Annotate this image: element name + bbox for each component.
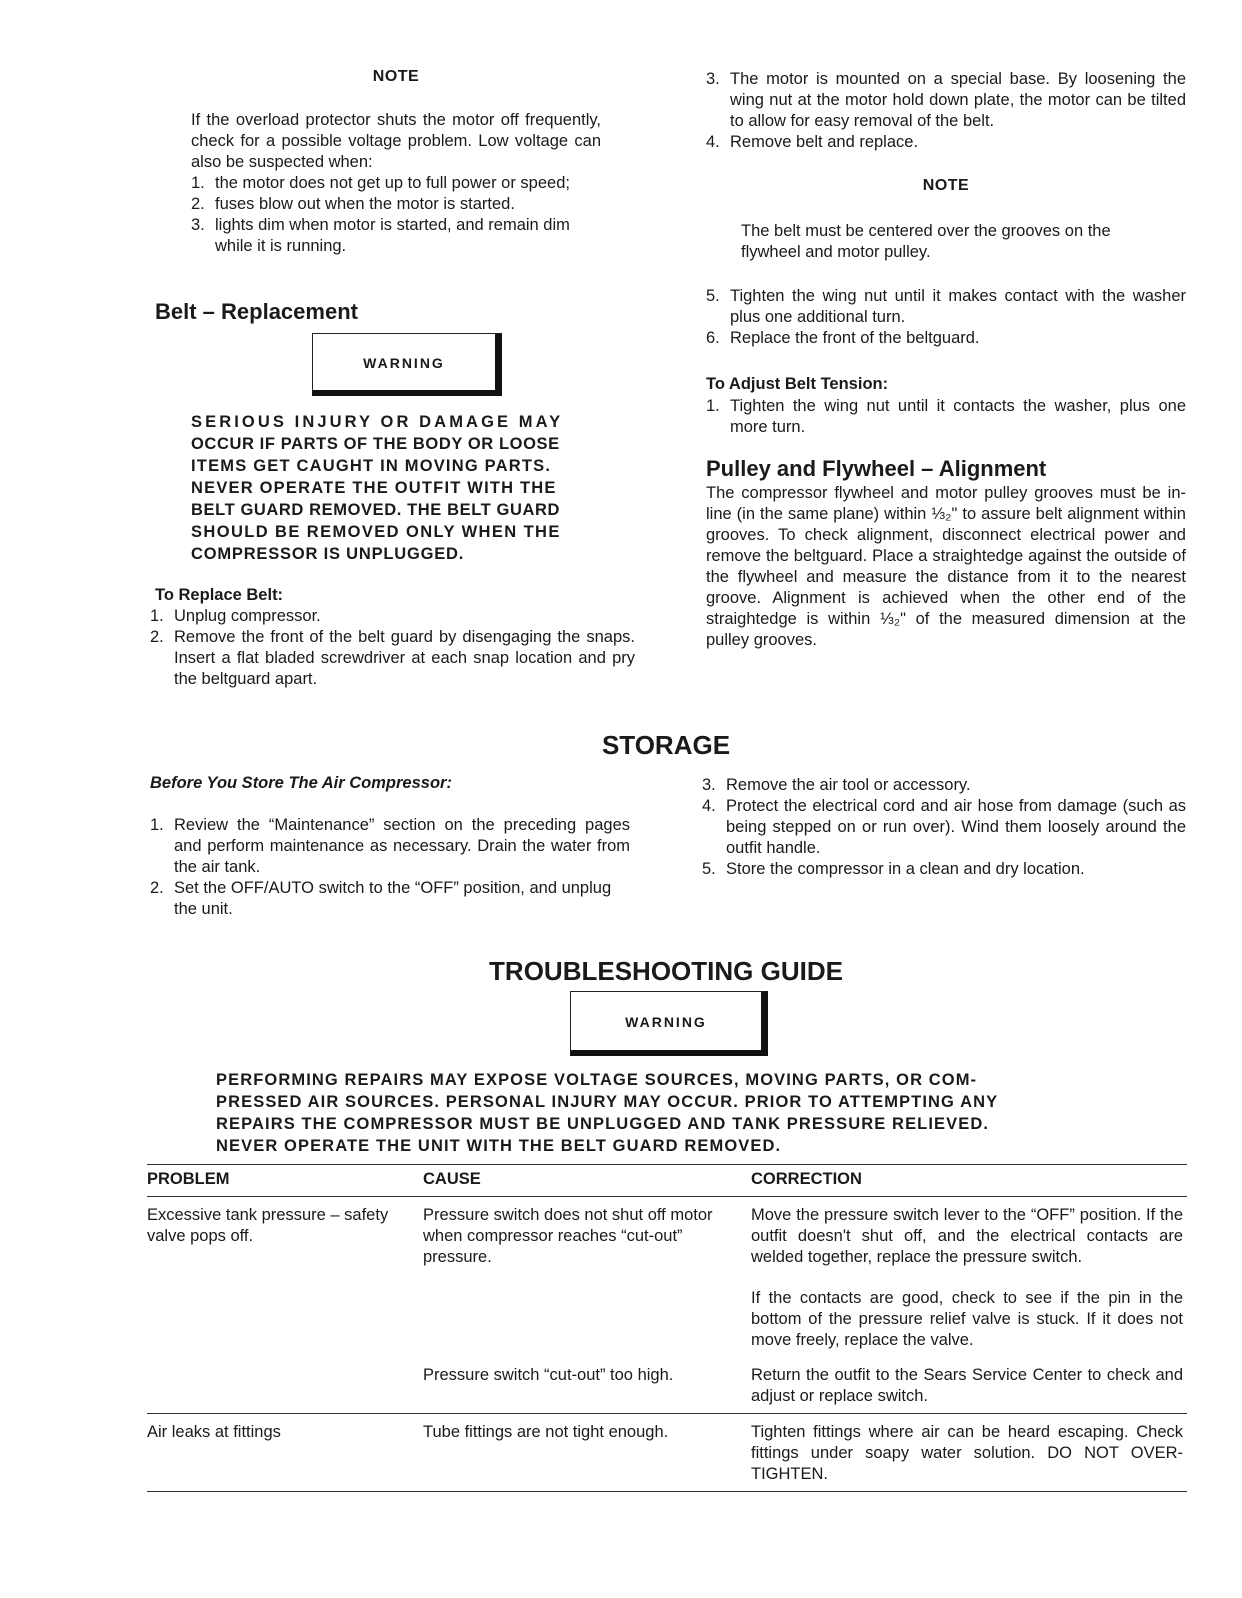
warning-box-belt bbox=[312, 333, 502, 396]
list-item: 5. Store the compressor in a clean and dry location. bbox=[702, 860, 1085, 878]
list-item: 2. fuses blow out when the motor is started. bbox=[191, 195, 515, 213]
warning-line: PRESSED AIR SOURCES. PERSONAL INJURY MAY OCCUR. PRIOR TO ATTEMPTING ANY bbox=[216, 1093, 999, 1111]
warning-line: NEVER OPERATE THE OUTFIT WITH THE bbox=[191, 479, 557, 497]
correction-text: Move the pressure switch lever to the “OFF” position. If the outfit doesn't shut off, and the electrical contacts are welded together, replace the pressure switch. bbox=[751, 1206, 1183, 1266]
overload-note-intro: If the overload protector shuts the motor off frequently, check for a possible voltage problem. Low voltage can also be suspected when: bbox=[191, 111, 601, 171]
problem-cell bbox=[147, 1357, 423, 1414]
warning-line: ITEMS GET CAUGHT IN MOVING PARTS. bbox=[191, 457, 552, 475]
belt-steps-5-6 bbox=[706, 286, 1186, 349]
list-item: 3. The motor is mounted on a special base. By loosening the wing nut at the motor hold down plate, the motor can be tilted to allow for easy removal of the belt. bbox=[706, 70, 1186, 130]
table-row bbox=[147, 1197, 1187, 1358]
list-item: 1. Tighten the wing nut until it contacts the washer, plus one more turn. bbox=[706, 397, 1186, 436]
warning-line: REPAIRS THE COMPRESSOR MUST BE UNPLUGGED AND TANK PRESSURE RELIEVED. bbox=[216, 1115, 990, 1133]
list-item: 4. Protect the electrical cord and air hose from damage (such as being stepped on or run over). Wind them loosely around the outfit handle. bbox=[702, 797, 1186, 857]
problem-cell: Excessive tank pressure – safety valve pops off. bbox=[147, 1206, 389, 1245]
correction-cell bbox=[751, 1197, 1187, 1358]
replace-belt-steps bbox=[150, 606, 635, 690]
column-header-cause: CAUSE bbox=[423, 1165, 751, 1197]
table-header-row bbox=[147, 1165, 1187, 1197]
list-item: 5. Tighten the wing nut until it makes contact with the washer plus one additional turn. bbox=[706, 287, 1186, 326]
cause-cell: Tube fittings are not tight enough. bbox=[423, 1414, 751, 1492]
list-item: 2. Remove the front of the belt guard by disengaging the snaps. Insert a flat bladed screwdriver at each snap location and pry the beltguard apart. bbox=[150, 628, 635, 688]
warning-line: SERIOUS INJURY OR DAMAGE MAY bbox=[191, 413, 564, 431]
warning-label: WARNING bbox=[363, 355, 445, 371]
belt-replacement-heading: Belt – Replacement bbox=[155, 299, 358, 324]
correction-cell bbox=[751, 1357, 1187, 1414]
list-item: 2. Set the OFF/AUTO switch to the “OFF” position, and unplug the unit. bbox=[150, 879, 612, 918]
list-item: 3. Remove the air tool or accessory. bbox=[702, 776, 971, 794]
warning-line: BELT GUARD REMOVED. THE BELT GUARD bbox=[191, 501, 561, 519]
note-title-overload: NOTE bbox=[372, 68, 420, 85]
belt-note-text: The belt must be centered over the grooves on the flywheel and motor pulley. bbox=[741, 222, 1111, 261]
warning-text-troubleshooting bbox=[216, 1069, 1146, 1157]
replace-belt-heading: To Replace Belt: bbox=[155, 586, 284, 604]
warning-label: WARNING bbox=[625, 1014, 707, 1030]
troubleshooting-heading: TROUBLESHOOTING GUIDE bbox=[489, 956, 843, 986]
overload-note bbox=[191, 110, 601, 257]
warning-box-troubleshooting bbox=[570, 991, 768, 1056]
correction-cell bbox=[751, 1414, 1187, 1492]
list-item: 1. Unplug compressor. bbox=[150, 607, 321, 625]
table-row bbox=[147, 1357, 1187, 1414]
storage-heading: STORAGE bbox=[601, 730, 731, 760]
storage-subheading: Before You Store The Air Compressor: bbox=[150, 774, 452, 792]
adjust-tension-heading: To Adjust Belt Tension: bbox=[706, 375, 889, 393]
pulley-alignment-heading: Pulley and Flywheel – Alignment bbox=[706, 456, 1047, 481]
warning-line: COMPRESSOR IS UNPLUGGED. bbox=[191, 545, 465, 563]
note-title-belt: NOTE bbox=[922, 177, 970, 194]
column-header-correction: CORRECTION bbox=[751, 1165, 1187, 1197]
storage-steps-left bbox=[150, 815, 630, 920]
warning-line: OCCUR IF PARTS OF THE BODY OR LOOSE bbox=[191, 435, 560, 453]
troubleshooting-table bbox=[147, 1164, 1187, 1492]
list-item: 1. the motor does not get up to full power or speed; bbox=[191, 174, 570, 192]
overload-note-list bbox=[191, 173, 601, 257]
cause-cell: Pressure switch does not shut off motor when compressor reaches “cut-out” pressure. bbox=[423, 1206, 713, 1266]
adjust-tension-steps bbox=[706, 396, 1186, 438]
list-item: 1. Review the “Maintenance” section on the preceding pages and perform maintenance as necessary. Drain the water from the air tank. bbox=[150, 816, 630, 876]
problem-cell: Air leaks at fittings bbox=[147, 1414, 423, 1492]
warning-line: NEVER OPERATE THE UNIT WITH THE BELT GUARD REMOVED. bbox=[216, 1137, 782, 1155]
warning-line: PERFORMING REPAIRS MAY EXPOSE VOLTAGE SOURCES, MOVING PARTS, OR COM- bbox=[216, 1071, 978, 1089]
storage-steps-right bbox=[702, 775, 1186, 880]
cause-cell: Pressure switch “cut-out” too high. bbox=[423, 1366, 674, 1384]
warning-line: SHOULD BE REMOVED ONLY WHEN THE bbox=[191, 523, 561, 541]
list-item: 4. Remove belt and replace. bbox=[706, 133, 919, 151]
table-row bbox=[147, 1414, 1187, 1492]
pulley-alignment-text: The compressor flywheel and motor pulley grooves must be in-line (in the same plane) within ⅓₂" to assure belt alignment within grooves. To check alignment, disconnect electrical power and remove the beltguard. Place a straightedge against the outside of the flywheel and measure the distance from it to the nearest groove. Alignment is achieved when the other end of the straightedge is within ⅓₂" of the measured dimension at the pulley grooves. bbox=[706, 484, 1186, 649]
list-item: 6. Replace the front of the beltguard. bbox=[706, 329, 980, 347]
column-header-problem: PROBLEM bbox=[147, 1165, 423, 1197]
correction-text: Return the outfit to the Sears Service Center to check and adjust or replace switch. bbox=[751, 1366, 1183, 1405]
list-item: 3. lights dim when motor is started, and remain dim while it is running. bbox=[191, 216, 570, 255]
correction-text: If the contacts are good, check to see if the pin in the bottom of the pressure relief valve is stuck. If it does not move freely, replace the valve. bbox=[751, 1289, 1183, 1349]
belt-steps-3-4 bbox=[706, 69, 1186, 153]
warning-text-belt bbox=[191, 411, 601, 565]
correction-text: Tighten fittings where air can be heard escaping. Check fittings under soapy water solution. DO NOT OVER-TIGHTEN. bbox=[751, 1423, 1183, 1483]
